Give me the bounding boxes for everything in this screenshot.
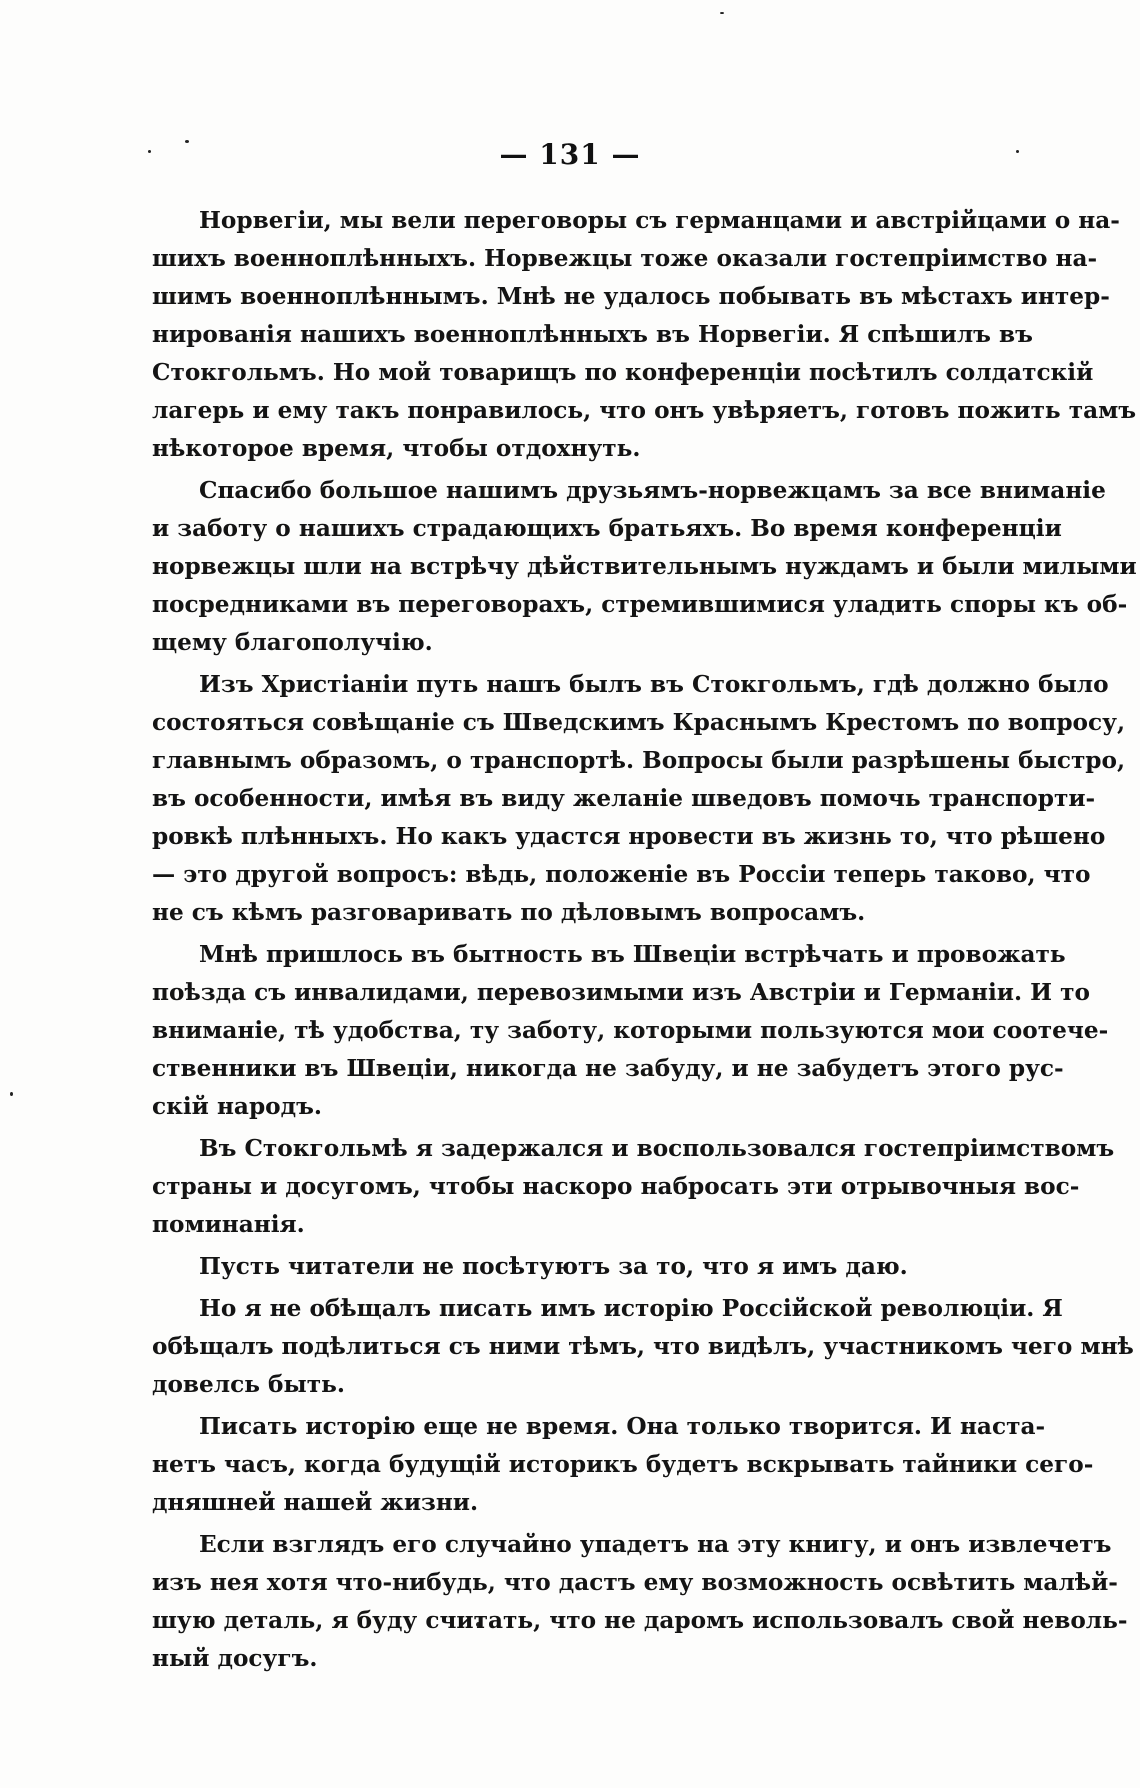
- text-line: шимъ военноплѣннымъ. Мнѣ не удалось побывать въ мѣстахъ интер-: [152, 283, 1110, 310]
- text-line: изъ нея хотя что-нибудь, что дастъ ему возможность освѣтить малѣй-: [152, 1569, 1118, 1596]
- text-line: Но я не обѣщалъ писать имъ исторію Россійской революціи. Я: [199, 1295, 1063, 1322]
- text-line: ровкѣ плѣнныхъ. Но какъ удастся нровести въ жизнь то, что рѣшено: [152, 823, 1106, 850]
- print-speck: [10, 1092, 13, 1096]
- paragraph: [152, 472, 1137, 662]
- paragraph: [152, 1408, 1094, 1522]
- text-line: не съ кѣмъ разговаривать по дѣловымъ вопросамъ.: [152, 899, 866, 926]
- text-line: Пусть читатели не посѣтуютъ за то, что я имъ даю.: [199, 1253, 908, 1280]
- text-line: норвежцы шли на встрѣчу дѣйствительнымъ нуждамъ и были милыми: [152, 553, 1137, 580]
- text-line: — это другой вопросъ: вѣдь, положеніе въ Россіи теперь таково, что: [152, 861, 1091, 888]
- text-line: нированія нашихъ военноплѣнныхъ въ Норвегіи. Я спѣшилъ въ: [152, 321, 1033, 348]
- text-line: лагерь и ему такъ понравилось, что онъ увѣряетъ, готовъ пожить тамъ: [152, 397, 1137, 424]
- text-line: шихъ военноплѣнныхъ. Норвежцы тоже оказали гостепріимство на-: [152, 245, 1098, 272]
- text-line: ственники въ Швеціи, никогда не забуду, и не забудетъ этого рус-: [152, 1055, 1064, 1082]
- paragraph: [152, 1130, 1115, 1244]
- text-line: въ особенности, имѣя въ виду желаніе шведовъ помочь транспорти-: [152, 785, 1096, 812]
- text-line: довелсь быть.: [152, 1371, 345, 1398]
- text-line: Мнѣ пришлось въ бытность въ Швеціи встрѣчать и провожать: [199, 941, 1066, 968]
- text-line: страны и досугомъ, чтобы наскоро набросать эти отрывочныя вос-: [152, 1173, 1080, 1200]
- print-speck: [720, 12, 724, 14]
- text-line: Писать исторію еще не время. Она только творится. И наста-: [199, 1413, 1046, 1440]
- text-line: и заботу о нашихъ страдающихъ братьяхъ. Во время конференціи: [152, 515, 1062, 542]
- paragraph: [152, 666, 1126, 932]
- text-line: щему благополучію.: [152, 629, 433, 656]
- text-line: Стокгольмъ. Но мой товарищъ по конференціи посѣтилъ солдатскій: [152, 359, 1094, 386]
- text-line: Если взглядъ его случайно упадетъ на эту книгу, и онъ извлечетъ: [199, 1531, 1112, 1558]
- text-line: Спасибо большое нашимъ друзьямъ-норвежцамъ за все вниманіе: [199, 477, 1106, 504]
- text-line: нѣкоторое время, чтобы отдохнуть.: [152, 435, 641, 462]
- text-line: Изъ Христіаніи путь нашъ былъ въ Стокгольмъ, гдѣ должно было: [199, 671, 1109, 698]
- text-line: скій народъ.: [152, 1093, 322, 1120]
- text-line: шую деталь, я буду считать, что не даромъ использовалъ свой невoль-: [152, 1607, 1128, 1634]
- text-line: ный досугъ.: [152, 1645, 318, 1672]
- text-line: дняшней нашей жизни.: [152, 1489, 479, 1516]
- text-line: главнымъ образомъ, о транспортѣ. Вопросы были разрѣшены быстро,: [152, 747, 1126, 774]
- text-line: Норвегіи, мы вели переговоры съ германцами и австрійцами о на-: [199, 207, 1120, 234]
- text-line: вниманіе, тѣ удобства, ту заботу, которыми пользуются мои соотече-: [152, 1017, 1109, 1044]
- text-line: обѣщалъ подѣлиться съ ними тѣмъ, что видѣлъ, участникомъ чего мнѣ: [152, 1333, 1134, 1360]
- body-text: [152, 202, 1137, 1682]
- paragraph: [152, 936, 1109, 1126]
- text-line: поѣзда съ инвалидами, перевозимыми изъ Австріи и Германіи. И то: [152, 979, 1090, 1006]
- page-number: — 131 —: [499, 138, 641, 171]
- text-line: состояться совѣщаніе съ Шведскимъ Краснымъ Крестомъ по вопросу,: [152, 709, 1126, 736]
- text-line: посредниками въ переговорахъ, стремившимися уладить споры къ об-: [152, 591, 1128, 618]
- text-line: поминанія.: [152, 1211, 305, 1238]
- text-line: нетъ часъ, когда будущій историкъ будетъ вскрывать тайники сего-: [152, 1451, 1094, 1478]
- paragraph: [152, 202, 1137, 468]
- text-line: Въ Стокгольмѣ я задержался и воспользовался гостепріимствомъ: [199, 1135, 1115, 1162]
- paragraph: [152, 1290, 1134, 1404]
- paragraph: [152, 1526, 1128, 1678]
- paragraph: [152, 1248, 1028, 1286]
